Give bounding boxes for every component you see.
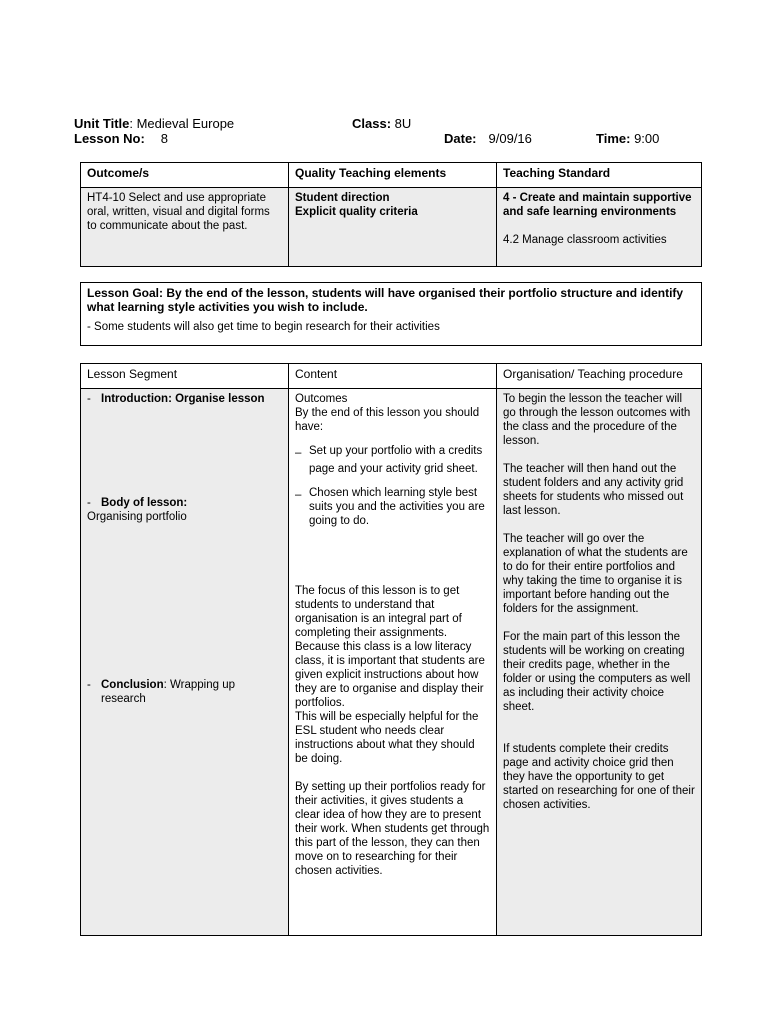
qt-element-1: Student direction — [295, 192, 390, 204]
lesson-segment-table — [80, 363, 702, 936]
date-label: Date: — [444, 131, 477, 146]
qt-element-2: Explicit quality criteria — [295, 206, 418, 218]
dash-bullet-icon: – — [295, 447, 302, 459]
content-bullet-1 — [295, 442, 490, 478]
body-dash: - — [87, 497, 91, 509]
class-label: Class: — [352, 116, 392, 131]
procedure-5: If students complete their credits page and activity choice grid then they have the opportunity to get started on researching for one of their chosen activities. — [503, 743, 695, 811]
segment-table-row — [81, 389, 702, 936]
standard-main: 4 - Create and maintain supportive and safe learning environments — [503, 192, 692, 218]
lesson-no-label: Lesson No: — [74, 131, 145, 146]
segment-table-header — [81, 364, 702, 389]
content-para-2: This will be especially helpful for the ESL student who needs clear instructions about what they should be doing. — [295, 711, 479, 765]
outcomes-table — [80, 162, 702, 267]
segment-intro-label: Introduction: Organise lesson — [101, 393, 265, 405]
segment-body — [87, 496, 282, 510]
header-teaching-standard: Teaching Standard — [497, 163, 702, 188]
header-qt-elements: Quality Teaching elements — [289, 163, 497, 188]
procedure-2: The teacher will then hand out the student folders and any activity grid sheets for students who missed out last lesson. — [503, 463, 684, 517]
content-para-3: By setting up their portfolios ready for their activities, it gives students a clear idea of how they are to present their work. When students get through this part of the lesson, they can then move on to researching for their chosen activities. — [295, 781, 490, 877]
standard-cell — [497, 188, 702, 267]
goal-table — [80, 282, 702, 346]
procedure-1: To begin the lesson the teacher will go through the lesson outcomes with the class and the procedure of the lesson. — [503, 393, 691, 447]
lesson-no-value: 8 — [160, 131, 169, 146]
content-outcomes-intro: By the end of this lesson you should have: — [295, 407, 480, 433]
time-label: Time: — [596, 131, 631, 146]
header-content: Content — [289, 364, 497, 389]
content-bullet-1-text: Set up your portfolio with a credits page and your activity grid sheet. — [309, 445, 483, 475]
unit-title — [74, 116, 234, 131]
goal-cell — [81, 283, 702, 346]
segment-conclusion — [87, 678, 282, 706]
outcome-cell — [81, 188, 289, 267]
concl-dash: - — [87, 679, 91, 691]
content-bullet-2-text: Chosen which learning style best suits you and the activities you are going to do. — [309, 487, 485, 527]
goal-row — [81, 283, 702, 346]
dash-bullet-icon: – — [295, 489, 302, 501]
segment-conclusion-text: : Wrapping up research — [101, 679, 236, 705]
segment-intro — [87, 392, 282, 406]
date-value: 9/09/16 — [488, 131, 532, 146]
content-para-1: The focus of this lesson is to get students to understand that organisation is an integral part of completing their assignments. Because this class is a low literacy class, it is important that students are given explicit instructions about how they are to organise and display their portfolios. — [295, 585, 485, 709]
unit-title-label: Unit Title — [74, 116, 130, 131]
procedure-cell — [497, 389, 702, 936]
content-bullet-2 — [295, 486, 490, 528]
segment-cell — [81, 389, 289, 936]
procedure-3: The teacher will go over the explanation of what the students are to do for their entire portfolios and why taking the time to organise it is important before handing out the folders for the assignment. — [503, 533, 688, 615]
header-outcomes: Outcome/s — [81, 163, 289, 188]
header-lesson-segment: Lesson Segment — [81, 364, 289, 389]
outcomes-table-header — [81, 163, 702, 188]
goal-note: - Some students will also get time to begin research for their activities — [87, 321, 440, 333]
intro-dash: - — [87, 393, 91, 405]
content-cell — [289, 389, 497, 936]
segment-body-text: Organising portfolio — [87, 511, 187, 523]
content-outcomes-title: Outcomes — [295, 393, 348, 405]
procedure-4: For the main part of this lesson the students will be working on creating their credits page, whether in the folder or using the computers as well as including their activity choice sheet. — [503, 631, 691, 713]
segment-body-label: Body of lesson: — [101, 497, 188, 509]
outcomes-table-row — [81, 188, 702, 267]
qt-elements-cell — [289, 188, 497, 267]
time-field — [596, 131, 659, 146]
time-value: 9:00 — [634, 131, 660, 146]
lesson-goal: Lesson Goal: By the end of the lesson, students will have organised their portfolio structure and identify what learning style activities you wish to include. — [87, 286, 684, 314]
class-value: 8U — [394, 116, 412, 131]
header-procedure: Organisation/ Teaching procedure — [497, 364, 702, 389]
lesson-no-field — [74, 131, 168, 146]
class-field — [352, 116, 411, 131]
date-field — [444, 131, 532, 146]
outcome-text: HT4-10 Select and use appropriate oral, written, visual and digital forms to communicate about the past. — [87, 192, 270, 232]
standard-sub: 4.2 Manage classroom activities — [503, 234, 667, 246]
unit-title-value: : Medieval Europe — [129, 116, 235, 131]
segment-conclusion-label: Conclusion — [101, 679, 164, 691]
